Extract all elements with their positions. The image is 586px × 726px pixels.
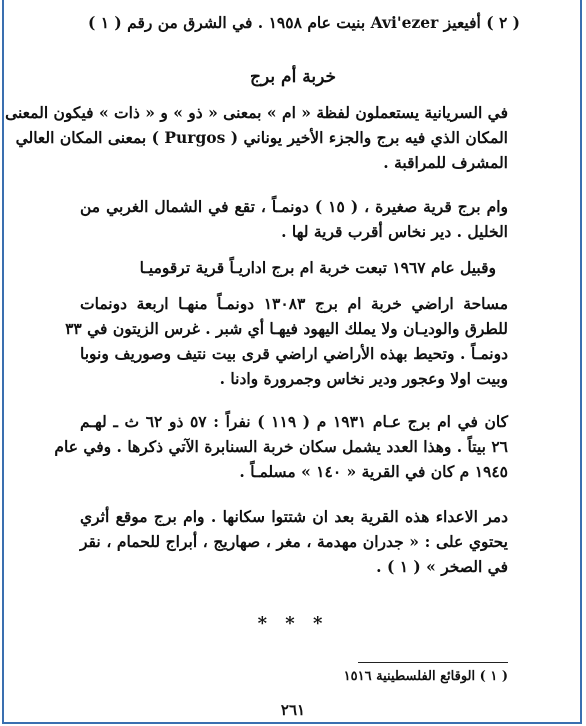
footnote: ( ١ ) الوقائع الفلسطينية ١٥١٦ xyxy=(343,669,508,684)
paragraph-6-line-2: يحتوي على : « جدران مهدمة ، مغر ، صهاريج ، أبراج للحمام ، نقر xyxy=(80,532,508,551)
paragraph-1-line-1: في السريانية يستعملون لفظة « ام » بمعنى « ذو » و « ذات » فيكون المعنى xyxy=(5,103,508,122)
header-note: ( ٢ ) أفيعيز Avi'ezer بنيت عام ١٩٥٨ . في الشرق من رقم ( ١ ) xyxy=(87,13,520,32)
footnote-rule xyxy=(358,662,508,663)
paragraph-3-line-1: وقبيل عام ١٩٦٧ تبعت خربة ام برج اداريـاً قرية ترقوميـا xyxy=(139,258,496,277)
paragraph-2-line-1: وام برج قرية صغيرة ، ( ١٥ ) دونمـاً ، تقع في الشمال الغربي من xyxy=(80,197,508,216)
paragraph-1-line-2: المكان الذي فيه برج والجزء الأخير يوناني ( Purgos ) بمعنى المكان العالي xyxy=(15,128,508,147)
section-separator: * * * xyxy=(257,613,329,634)
paragraph-4-line-1: مساحة اراضي خربة ام برج ١٣٠٨٣ دونمـاً منهـا اربعة دونمات xyxy=(80,294,509,313)
paragraph-1-line-3: المشرف للمراقبة . xyxy=(383,153,508,172)
paragraph-5-line-2: ٢٦ بيتاً . وهذا العدد يشمل سكان خربة السنابرة الآتي ذكرها . وفي عام xyxy=(54,437,508,456)
paragraph-6-line-1: دمر الاعداء هذه القرية بعد ان شتتوا سكانها . وام برج موقع أثري xyxy=(80,507,508,526)
paragraph-2-line-2: الخليل . دير نخاس أقرب قرية لها . xyxy=(281,222,508,241)
paragraph-4-line-3: دونمـاً . وتحيط بهذه الأراضي اراضي قرى بيت نتيف وصوريف ونوبا xyxy=(80,344,508,363)
paragraph-4-line-2: للطرق والوديـان ولا يملك اليهود فيهـا أي شبر . غرس الزيتون في ٣٣ xyxy=(65,319,508,338)
page-title: خربة أم برج xyxy=(250,67,336,87)
paragraph-4-line-4: وبيت اولا وعجور ودير نخاس وجمرورة وادنا . xyxy=(219,369,508,388)
page-number: ٢٦١ xyxy=(280,701,306,719)
paragraph-5-line-3: ١٩٤٥ م كان في القرية « ١٤٠ » مسلمـاً . xyxy=(239,462,508,481)
paragraph-6-line-3: في الصخر » ( ١ ) . xyxy=(376,557,508,576)
paragraph-5-line-1: كان في ام برج عـام ١٩٣١ م ( ١١٩ ) نفراً : ٥٧ ذو ٦٢ ث ـ لهـم xyxy=(80,412,509,431)
